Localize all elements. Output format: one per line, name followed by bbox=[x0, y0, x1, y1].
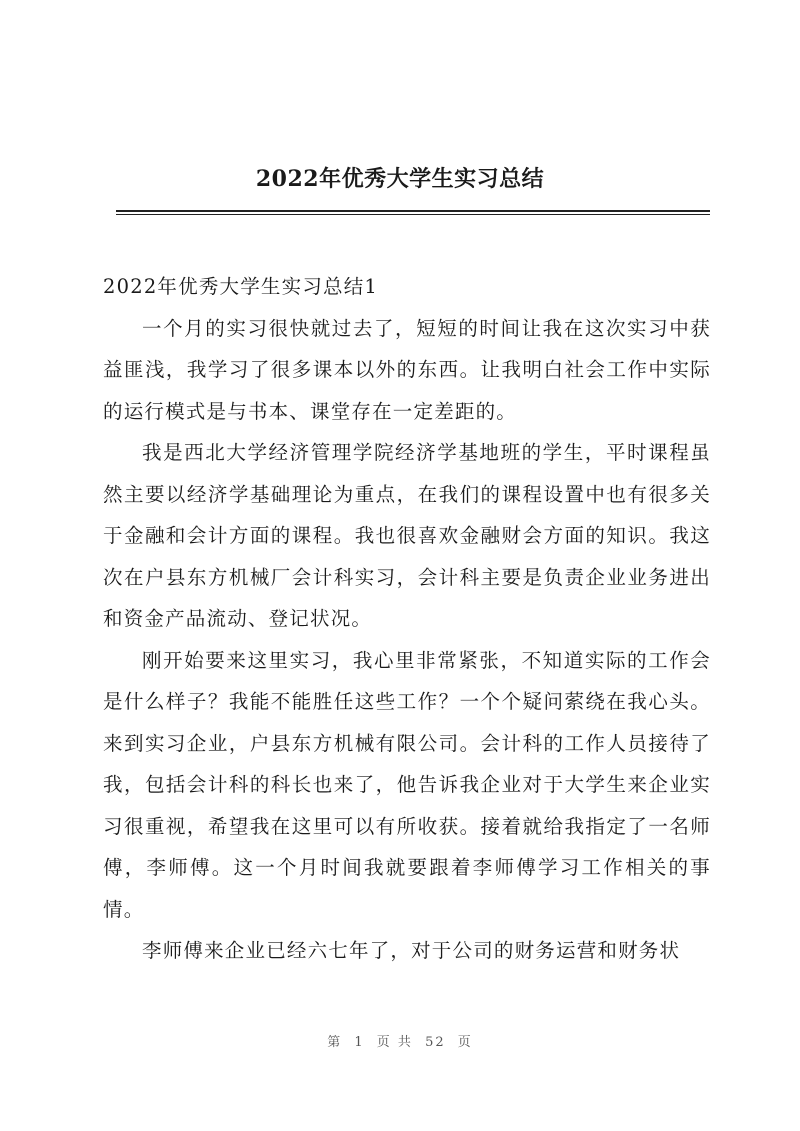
document-body bbox=[103, 266, 711, 972]
paragraph: 李师傅来企业已经六七年了，对于公司的财务运营和财务状 bbox=[142, 939, 681, 962]
footer-total-pages: 52 bbox=[425, 1035, 446, 1050]
footer-current-page: 1 bbox=[354, 1035, 365, 1050]
footer-label-of: 页 共 bbox=[376, 1035, 413, 1050]
footer-label-page: 第 bbox=[327, 1035, 343, 1050]
footer-label-end: 页 bbox=[457, 1035, 473, 1050]
title-underline-thin bbox=[116, 214, 710, 215]
paragraph: 一个月的实习很快就过去了，短短的时间让我在这次实习中获益匪浅，我学习了很多课本以外的东西。让我明白社会工作中实际的运行模式是与书本、课堂存在一定差距的。 bbox=[103, 316, 711, 423]
title-underline bbox=[116, 210, 710, 212]
document-title: 2022年优秀大学生实习总结 bbox=[255, 166, 545, 192]
section-heading: 2022年优秀大学生实习总结1 bbox=[103, 275, 379, 298]
paragraph: 我是西北大学经济管理学院经济学基地班的学生，平时课程虽然主要以经济学基础理论为重点，在我们的课程设置中也有很多关于金融和会计方面的课程。我也很喜欢金融财会方面的知识。我这次在户县东方机械厂会计科实习，会计科主要是负责企业业务进出和资金产品流动、登记状况。 bbox=[103, 441, 711, 630]
page-footer bbox=[0, 1031, 800, 1050]
paragraph: 刚开始要来这里实习，我心里非常紧张，不知道实际的工作会是什么样子？我能不能胜任这些工作？一个个疑问萦绕在我心头。来到实习企业，户县东方机械有限公司。会计科的工作人员接待了我，包括会计科的科长也来了，他告诉我企业对于大学生来企业实习很重视，希望我在这里可以有所收获。接着就给我指定了一名师傅，李师傅。这一个月时间我就要跟着李师傅学习工作相关的事情。 bbox=[103, 648, 711, 921]
